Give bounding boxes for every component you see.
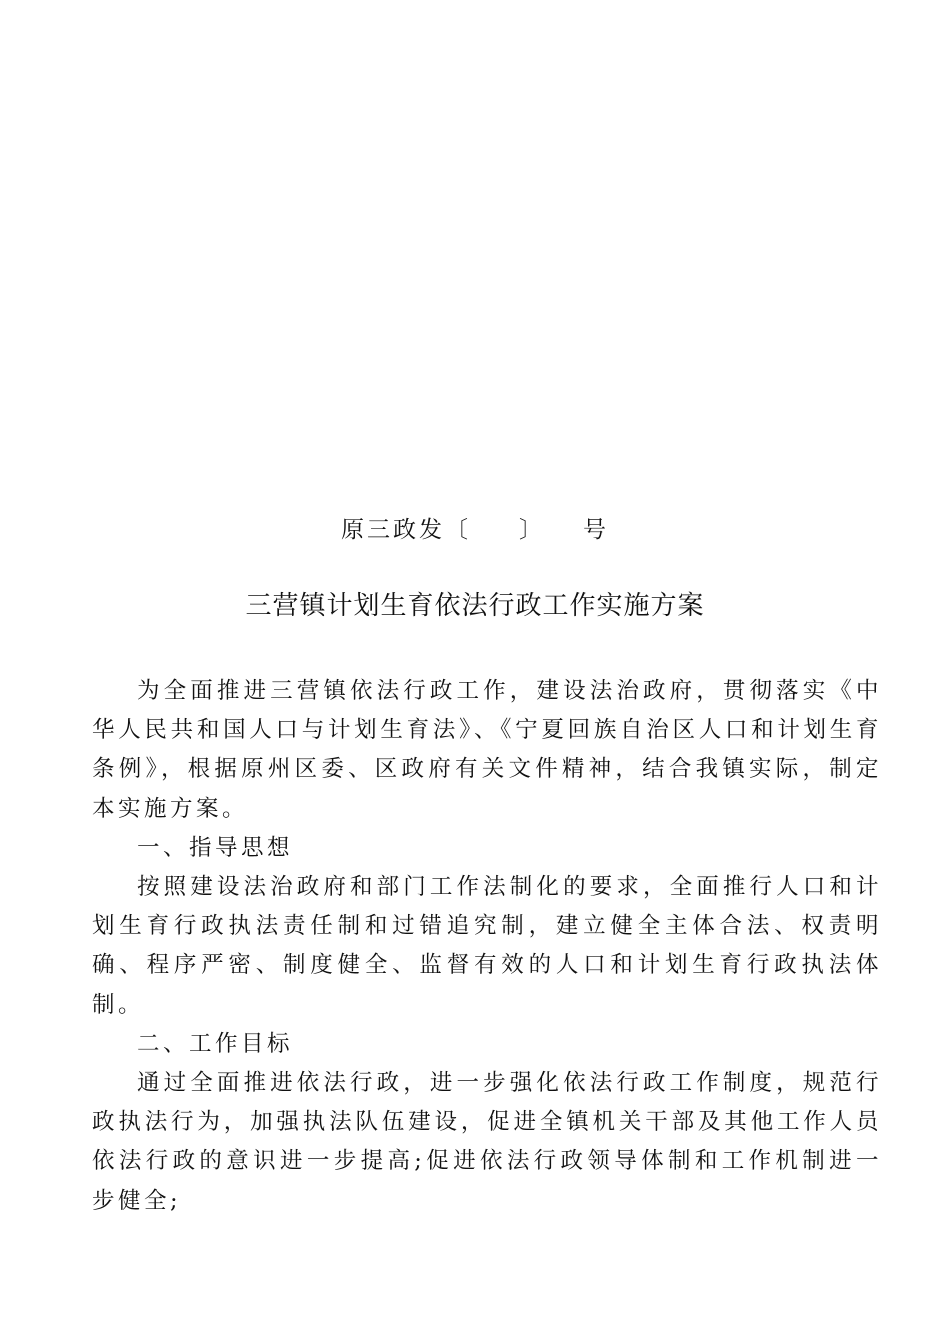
guiding-ideology-paragraph: 按照建设法治政府和部门工作法制化的要求，全面推行人口和计划生育行政执法责任制和过错追究制，建立健全主体合法、权责明确、程序严密、制度健全、监督有效的人口和计划生育行政执法体制。: [92, 874, 882, 1018]
section-heading-guiding-ideology: 一、指导思想: [137, 834, 294, 861]
document-number: [0, 512, 950, 548]
document-title: 三营镇计划生育依法行政工作实施方案: [245, 591, 705, 621]
intro-paragraph: 为全面推进三营镇依法行政工作，建设法治政府，贯彻落实《中华人民共和国人口与计划生育法》、《宁夏回族自治区人口和计划生育条例》，根据原州区委、区政府有关文件精神，结合我镇实际，制定本实施方案。: [92, 678, 882, 822]
document-number-suffix: 号: [583, 517, 609, 543]
document-number-bracket-close: 〕: [519, 517, 545, 543]
document-number-prefix: 原三政发〔: [341, 517, 471, 543]
document-body: [92, 672, 882, 1221]
work-goals-paragraph: 通过全面推进依法行政，进一步强化依法行政工作制度，规范行政执法行为，加强执法队伍建设，促进全镇机关干部及其他工作人员依法行政的意识进一步提高;促进依法行政领导体制和工作机制进一步健全;: [92, 1070, 882, 1214]
section-heading-work-goals: 二、工作目标: [137, 1030, 294, 1057]
